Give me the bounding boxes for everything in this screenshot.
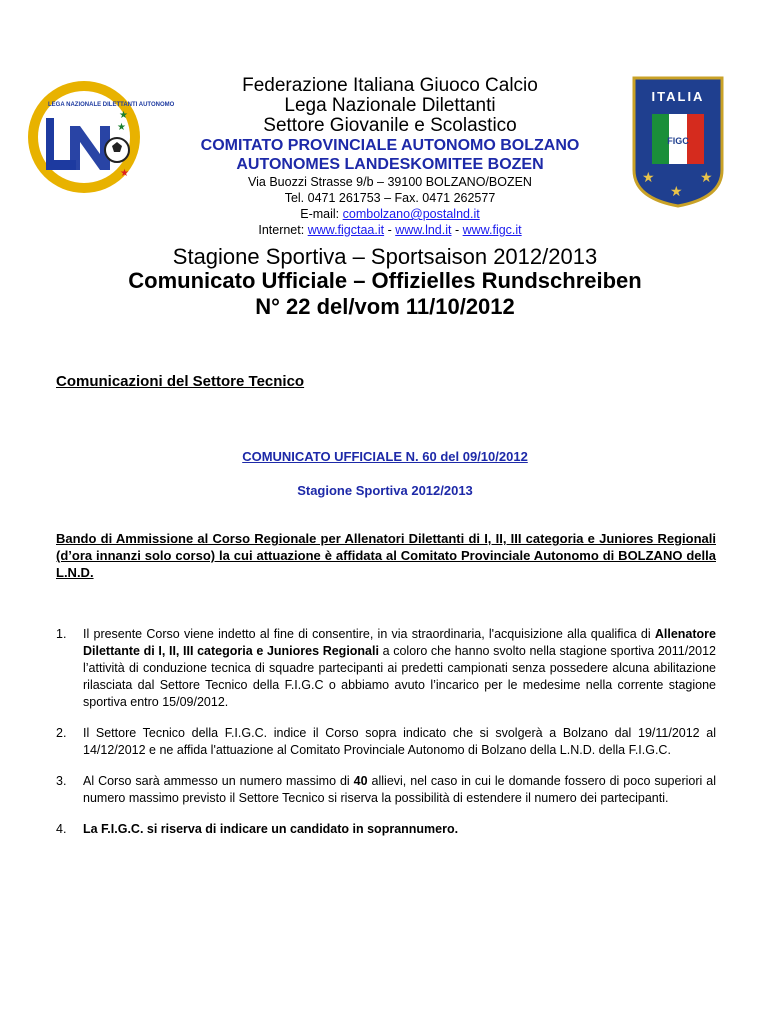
document-number: N° 22 del/vom 11/10/2012	[255, 294, 515, 319]
svg-text:★: ★	[670, 183, 683, 199]
list-item-text	[83, 626, 716, 711]
svg-text:★: ★	[119, 110, 128, 121]
link-separator: -	[451, 223, 463, 237]
figc-inner-text: FIGC	[667, 136, 689, 146]
notice-heading: Bando di Ammissione al Corso Regionale per Allenatori Dilettanti di I, II, III categoria e Juniores Regionali (d’ora innanzi solo corso) la cui attuazione è affidata al Comitato Provinciale Autonomo di BOLZANO della L.N.D.	[56, 531, 716, 580]
list-item-text-part: Al Corso sarà ammesso un numero massimo di	[83, 774, 354, 788]
list-item-number: 2.	[56, 726, 67, 740]
committee-name-de: AUTONOMES LANDESKOMITEE BOZEN	[236, 156, 544, 173]
link-separator: -	[384, 223, 396, 237]
list-item	[56, 725, 716, 759]
list-item-number: 4.	[56, 822, 67, 836]
lnd-logo	[24, 78, 175, 196]
season-heading: Stagione Sportiva – Sportsaison 2012/2013	[172, 244, 598, 269]
federation-name: Federazione Italiana Giuoco Calcio	[242, 75, 538, 96]
figc-logo	[630, 74, 726, 208]
svg-text:★: ★	[642, 169, 655, 185]
list-item-bold-text: Allenatore Dilettante di I, II, III categoria e Juniores Regionali	[83, 627, 716, 658]
svg-text:★: ★	[700, 169, 713, 185]
list-item-text-part: allievi, nel caso in cui le domande fossero di poco superiori al numero massimo previsto il Settore Tecnico si riserva la possibilità di estendere il numero dei partecipanti.	[83, 774, 716, 805]
list-item	[56, 626, 716, 711]
email-label: E-mail:	[300, 207, 343, 221]
communique-link[interactable]: COMUNICATO UFFICIALE N. 60 del 09/10/2012	[242, 449, 528, 464]
committee-name-it: COMITATO PROVINCIALE AUTONOMO BOLZANO	[200, 137, 580, 154]
list-item-text-part: a coloro che hanno svolto nella stagione sportiva 2011/2012 l’attività di conduzione tecnica di squadre partecipanti ai predetti campionati senza possedere alcuna abilitazione rilasciata dal Settore Tecnico della F.I.G.C o abbiamo avuto l’incarico per le medesime nella corrente stagione sportiva entro 15/09/2012.	[83, 644, 717, 709]
phone-fax: Tel. 0471 261753 – Fax. 0471 262577	[284, 191, 496, 205]
figc-shield	[630, 74, 726, 208]
document-title: Comunicato Ufficiale – Offizielles Rundschreiben	[128, 268, 642, 293]
communique-season: Stagione Sportiva 2012/2013	[297, 483, 473, 498]
letterhead	[150, 76, 630, 238]
list-item-bold-text: La F.I.G.C. si riserva di indicare un candidato in soprannumero.	[83, 822, 459, 836]
sector-name: Settore Giovanile e Scolastico	[263, 115, 517, 136]
internet-label: Internet:	[258, 223, 308, 237]
list-item	[56, 773, 716, 807]
site-link-lnd[interactable]: www.lnd.it	[395, 223, 452, 237]
email-line	[150, 206, 630, 222]
address: Via Buozzi Strasse 9/b – 39100 BOLZANO/BOZEN	[248, 175, 532, 189]
svg-text:★: ★	[120, 168, 129, 179]
league-name: Lega Nazionale Dilettanti	[284, 95, 496, 116]
list-item-number: 1.	[56, 627, 67, 641]
list-item	[56, 821, 716, 838]
list-item-text-part: Il Settore Tecnico della F.I.G.C. indice il Corso sopra indicato che si svolgerà a Bolzano dal 19/11/2012 al 14/12/2012 e ne affida l'attuazione al Comitato Provinciale Autonomo di Bolzano della L.N.D. della F.I.G.C.	[83, 726, 716, 757]
svg-text:★: ★	[117, 122, 126, 133]
site-link-figctaa[interactable]: www.figctaa.it	[307, 223, 385, 237]
internet-line	[150, 222, 630, 238]
figc-italia-text: ITALIA	[651, 89, 705, 104]
email-link[interactable]: combolzano@postalnd.it	[342, 207, 480, 221]
list-item-text-part: Il presente Corso viene indetto al fine di consentire, in via straordinaria, l'acquisizione alla qualifica di	[83, 627, 655, 641]
list-item-text	[83, 821, 716, 838]
list-item-text	[83, 725, 716, 759]
numbered-list	[56, 626, 716, 852]
list-item-number: 3.	[56, 774, 67, 788]
lnd-ring-text: LEGA NAZIONALE DILETTANTI AUTONOMO	[48, 102, 175, 108]
section-heading: Comunicazioni del Settore Tecnico	[56, 373, 305, 390]
list-item-bold-text: 40	[353, 774, 368, 788]
lnd-logo-graphic	[24, 78, 175, 196]
site-link-figc[interactable]: www.figc.it	[462, 223, 522, 237]
list-item-text	[83, 773, 716, 807]
